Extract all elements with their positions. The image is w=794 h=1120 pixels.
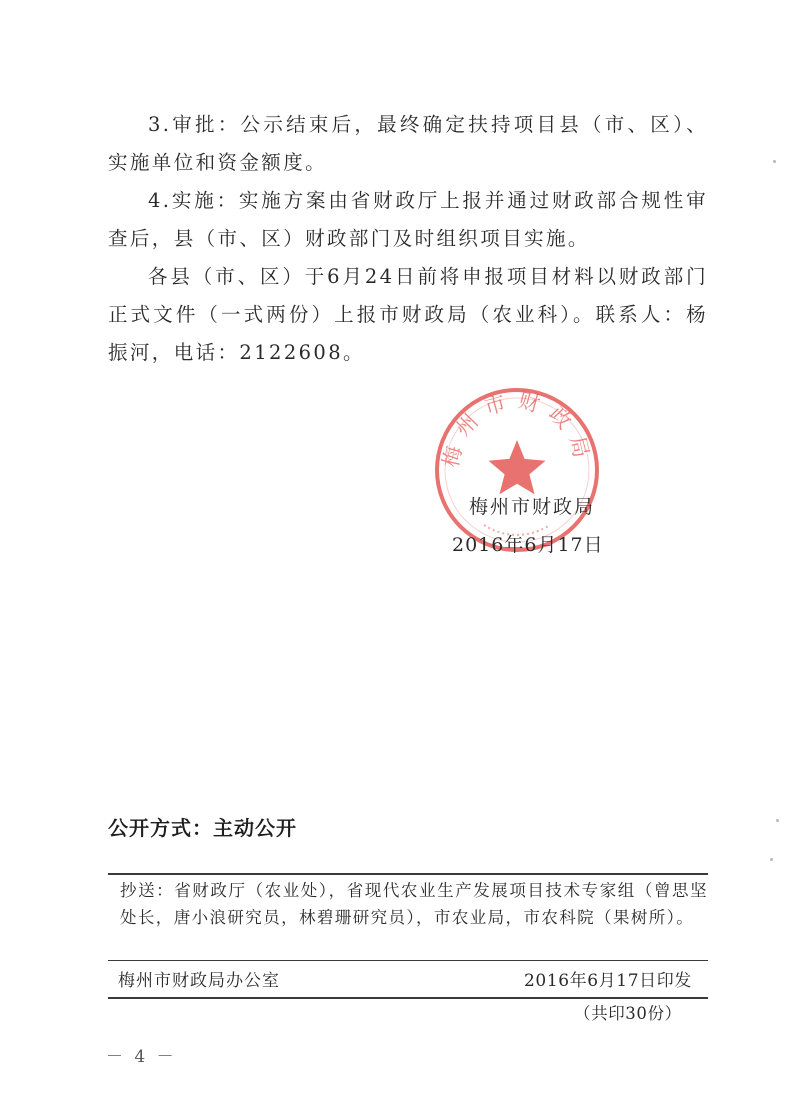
- page-number: － 4 －: [106, 1047, 177, 1067]
- paragraph-approval: 3.审批：公示结束后，最终确定扶持项目县（市、区）、实施单位和资金额度。: [108, 113, 708, 174]
- issuing-office: 梅州市财政局办公室: [118, 971, 280, 991]
- print-date: 2016年6月17日印发: [524, 971, 692, 991]
- footer-bottom-rule: [108, 997, 708, 999]
- scan-speck: [773, 160, 776, 163]
- scan-speck: [770, 858, 773, 861]
- paragraph-submission: 各县（市、区）于6月24日前将申报项目材料以财政部门正式文件（一式两份）上报市财政局（农业科）。联系人：杨振河，电话：2122608。: [108, 265, 708, 364]
- cc-list: 抄送：省财政厅（农业处），省现代农业生产发展项目技术专家组（曾思坚处长，唐小浪研究员，林碧珊研究员），市农业局，市农科院（果树所）。: [120, 881, 708, 927]
- signature-date: 2016年6月17日: [452, 534, 604, 556]
- copies-count: （共印30份）: [574, 1004, 682, 1023]
- footer-middle-rule: [108, 960, 708, 961]
- footer-top-rule: [108, 873, 708, 875]
- scan-speck: [776, 819, 779, 822]
- paragraph-implementation: 4.实施：实施方案由省财政厅上报并通过财政部合规性审查后，县（市、区）财政部门及时组织项目实施。: [108, 189, 708, 250]
- seal-star-icon: [489, 440, 546, 494]
- svg-text:梅州市财政局: 梅州市财政局: [438, 388, 596, 470]
- issuer-name: 梅州市财政局: [469, 496, 596, 518]
- disclosure-method: 公开方式：主动公开: [108, 816, 297, 840]
